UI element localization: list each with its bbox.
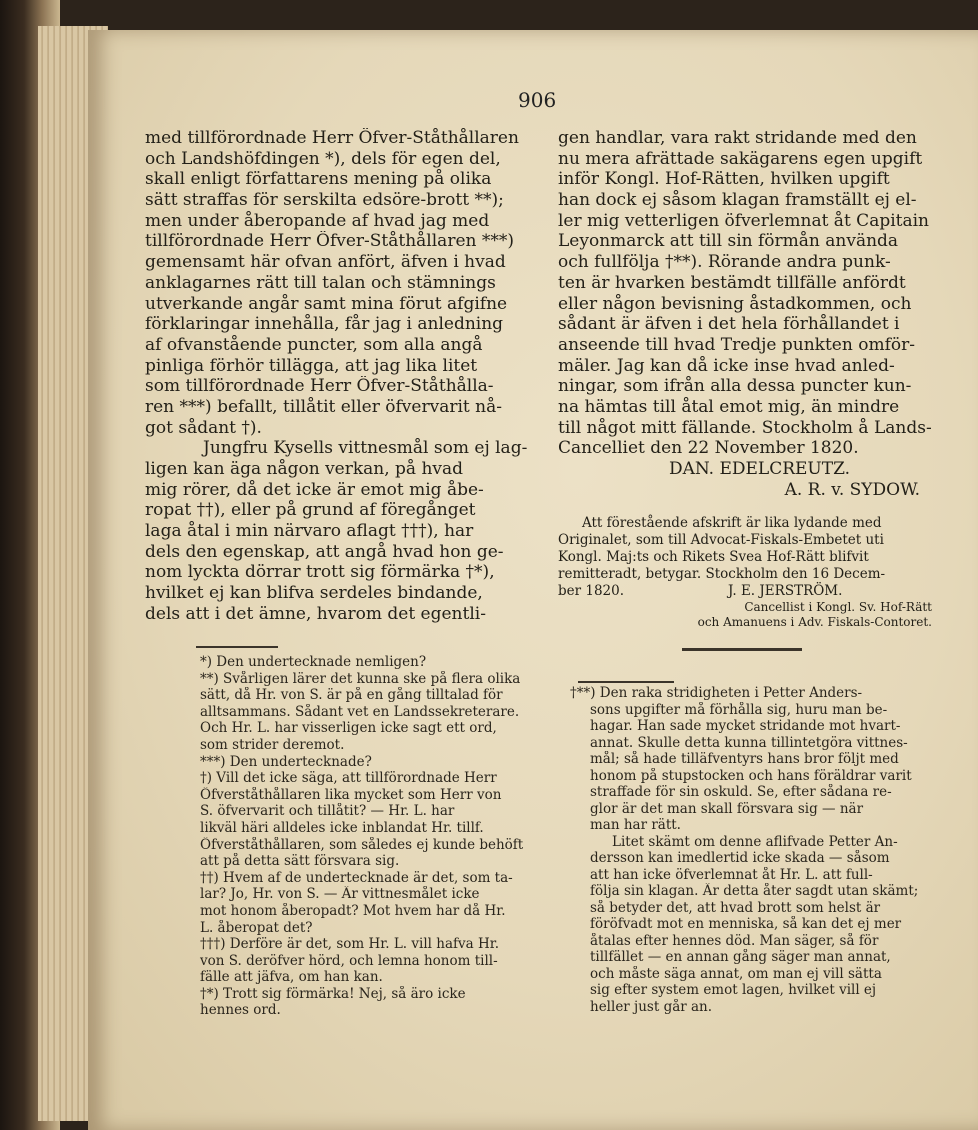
text-line: inför Kongl. Hof-Rätten, hvilken upgift xyxy=(558,169,890,190)
footnote-line: †††) Derföre är det, som Hr. L. vill hafva Hr. xyxy=(200,936,499,953)
footnote-line: åtalas efter hennes död. Man säger, så för xyxy=(590,932,879,949)
text-line: eller någon bevisning åstadkommen, och xyxy=(558,293,912,314)
attest-date: ber 1820. xyxy=(558,583,625,599)
attest-line-last xyxy=(558,583,940,600)
footnote-line: likväl häri alldeles icke inblandat Hr. tillf. xyxy=(200,819,484,836)
footnote-line: sig efter system emot lagen, hvilket vill ej xyxy=(590,982,877,998)
text-line: förklaringar innehålla, får jag i anledning xyxy=(145,314,504,335)
footnote-line: von S. deröfver hörd, och lemna honom till- xyxy=(200,952,498,969)
footnote-line: straffade för sin oskuld. Se, efter sådana re- xyxy=(590,784,892,800)
footnote-line: och måste säga annat, om man ej vill sätta xyxy=(590,965,882,982)
attest-title: och Amanuens i Adv. Fiskals-Contoret. xyxy=(697,615,932,629)
text-line: ropat ††), eller på grund af föregånget xyxy=(145,500,476,521)
text-line: Jungfru Kysells vittnesmål som ej lag- xyxy=(203,438,528,459)
text-line: ren ***) befallt, tillåtit eller öfvervarit nå- xyxy=(145,396,502,417)
text-line: sätt straffas för serskilta edsöre-brott **); xyxy=(145,190,504,211)
footnote-line: hagar. Han sade mycket stridande mot hvart- xyxy=(590,718,901,734)
text-line: dels att i det ämne, hvarom det egentli- xyxy=(145,603,486,624)
footnote-line: dersson kan imedlertid icke skada — såsom xyxy=(590,850,890,866)
attest-line: Att förestående afskrift är lika lydande med xyxy=(582,515,882,531)
text-line: hvilket ej kan blifva serdeles bindande, xyxy=(145,583,483,604)
attest-signer: J. E. JERSTRÖM. xyxy=(728,583,843,599)
footnotes-right xyxy=(570,685,944,1015)
text-line: mig rörer, då det icke är emot mig åbe- xyxy=(145,479,484,500)
footnote-line: att han icke öfverlemnat åt Hr. L. att full- xyxy=(590,866,873,883)
footnote-line: **) Svårligen lärer det kunna ske på flera olika xyxy=(200,670,521,687)
text-line: na hämtas till åtal emot mig, än mindre xyxy=(558,396,900,417)
text-line: anklagarnes rätt till talan och stämnings xyxy=(145,272,496,293)
left-column xyxy=(145,128,541,625)
text-line: anseende till hvad Tredje punkten omför- xyxy=(558,334,915,355)
footnote-line: föröfvadt mot en menniska, så kan det ej mer xyxy=(590,916,902,932)
footnote-line: glor är det man skall försvara sig — när xyxy=(590,800,864,817)
right-column xyxy=(558,128,940,630)
text-line: till något mitt fällande. Stockholm å Lands- xyxy=(558,417,932,438)
text-line: nom lyckta dörrar trott sig förmärka †*), xyxy=(145,562,495,583)
page-number: 906 xyxy=(518,88,557,112)
text-line: gen handlar, vara rakt stridande med den xyxy=(558,128,917,148)
footnote-line: mål; så hade tilläfventyrs hans bror följt med xyxy=(590,751,899,767)
text-line: ligen kan äga någon verkan, på hvad xyxy=(145,459,464,479)
footnote-line: †**) Den raka stridigheten i Petter Anders- xyxy=(570,685,863,701)
footnote-line: ***) Den undertecknade? xyxy=(200,753,372,770)
footnotes-left xyxy=(162,654,548,1019)
text-line: ten är hvarken bestämdt tillfälle anfördt xyxy=(558,272,906,293)
attest-end-rule xyxy=(682,648,802,651)
signature-edelcreutz: DAN. EDELCREUTZ. xyxy=(668,459,850,479)
footnote-rule-left xyxy=(196,646,278,648)
footnote-line: lar? Jo, Hr. von S. — Är vittnesmålet icke xyxy=(200,886,480,903)
footnote-line: †*) Trott sig förmärka! Nej, så äro icke xyxy=(200,985,466,1002)
text-line: got sådant †). xyxy=(145,417,262,438)
footnote-line: honom på stupstocken och hans föräldrar varit xyxy=(590,767,912,784)
footnote-line: annat. Skulle detta kunna tillintetgöra vittnes- xyxy=(590,734,908,751)
text-line: sådant är äfven i det hela förhållandet i xyxy=(558,314,900,335)
text-line: och Landshöfdingen *), dels för egen del, xyxy=(145,148,501,169)
text-line: gemensamt här ofvan anfört, äfven i hvad xyxy=(145,252,506,273)
attest-line: Kongl. Maj:ts och Rikets Svea Hof-Rätt blifvit xyxy=(558,549,869,565)
footnote-line: Litet skämt om denne aflifvade Petter An- xyxy=(612,833,898,850)
footnote-line: Öfverståthållaren lika mycket som Herr von xyxy=(200,786,502,803)
text-line: af ofvanstående puncter, som alla angå xyxy=(145,334,483,355)
footnote-line: Öfverståthållaren, som således ej kunde behöft xyxy=(200,836,524,853)
footnote-line: sätt, då Hr. von S. är på en gång tilltalad för xyxy=(200,687,503,704)
text-line: utverkande angår samt mina förut afgifne xyxy=(145,293,508,314)
footnote-line: man har rätt. xyxy=(590,817,681,833)
footnote-line: L. åberopat det? xyxy=(200,919,313,936)
text-line: men under åberopande af hvad jag med xyxy=(145,210,490,231)
footnote-line: så betyder det, att hvad brott som helst är xyxy=(590,899,881,916)
text-line: ler mig vetterligen öfverlemnat åt Capitain xyxy=(558,210,929,231)
footnote-rule-right xyxy=(578,681,674,683)
footnote-line: heller just går an. xyxy=(590,998,713,1015)
text-line: han dock ej såsom klagan framställt ej el- xyxy=(558,190,917,211)
footnote-line: följa sin klagan. Är detta åter sagdt utan skämt; xyxy=(590,883,919,899)
text-line: Cancelliet den 22 November 1820. xyxy=(558,438,859,459)
footnote-line: tillfället — en annan gång säger man annat, xyxy=(590,949,891,965)
footnote-line: sons upgifter må förhålla sig, huru man be- xyxy=(590,701,888,718)
attest-title: Cancellist i Kongl. Sv. Hof-Rätt xyxy=(744,600,932,614)
footnote-line: som strider deremot. xyxy=(200,736,345,753)
text-line: dels den egenskap, att angå hvad hon ge- xyxy=(145,541,504,562)
footnote-line: alltsammans. Sådant vet en Landssekreterare. xyxy=(200,703,520,720)
footnote-line: †) Vill det icke säga, att tillförordnade Herr xyxy=(200,770,497,787)
text-line: skall enligt författarens mening på olika xyxy=(145,169,492,190)
text-line: pinliga förhör tillägga, att jag lika litet xyxy=(145,355,478,376)
footnote-line: fälle att jäfva, om han kan. xyxy=(200,969,383,986)
text-line: nu mera afrättade sakägarens egen upgift xyxy=(558,148,923,169)
attest-line: Originalet, som till Advocat-Fiskals-Embetet uti xyxy=(558,532,884,548)
text-line: laga åtal i min närvaro aflagt †††), har xyxy=(145,521,474,542)
text-line: som tillförordnade Herr Öfver-Ståthålla- xyxy=(145,376,494,397)
text-line: och fullfölja †**). Rörande andra punk- xyxy=(558,252,891,273)
footnote-line: ††) Hvem af de undertecknade är det, som ta- xyxy=(200,869,513,886)
footnote-line: att på detta sätt försvara sig. xyxy=(200,853,400,870)
footnote-line: mot honom åberopadt? Mot hvem har då Hr. xyxy=(200,902,506,919)
footnote-line: hennes ord. xyxy=(200,1002,281,1019)
text-line: mäler. Jag kan då icke inse hvad anled- xyxy=(558,355,895,376)
text-line: ningar, som ifrån alla dessa puncter kun- xyxy=(558,376,912,397)
footnote-line: *) Den undertecknade nemligen? xyxy=(200,654,427,670)
footnote-line: Och Hr. L. har visserligen icke sagt ett ord, xyxy=(200,720,497,737)
text-line: Leyonmarck att till sin förmån använda xyxy=(558,231,899,252)
text-line: med tillförordnade Herr Öfver-Ståthållaren xyxy=(145,128,519,148)
footnote-line: S. öfvervarit och tillåtit? — Hr. L. har xyxy=(200,803,455,820)
text-line: tillförordnade Herr Öfver-Ståthållaren ***) xyxy=(145,231,514,252)
attest-line: remitteradt, betygar. Stockholm den 16 Decem- xyxy=(558,566,886,582)
signature-sydow: A. R. v. SYDOW. xyxy=(784,480,920,500)
